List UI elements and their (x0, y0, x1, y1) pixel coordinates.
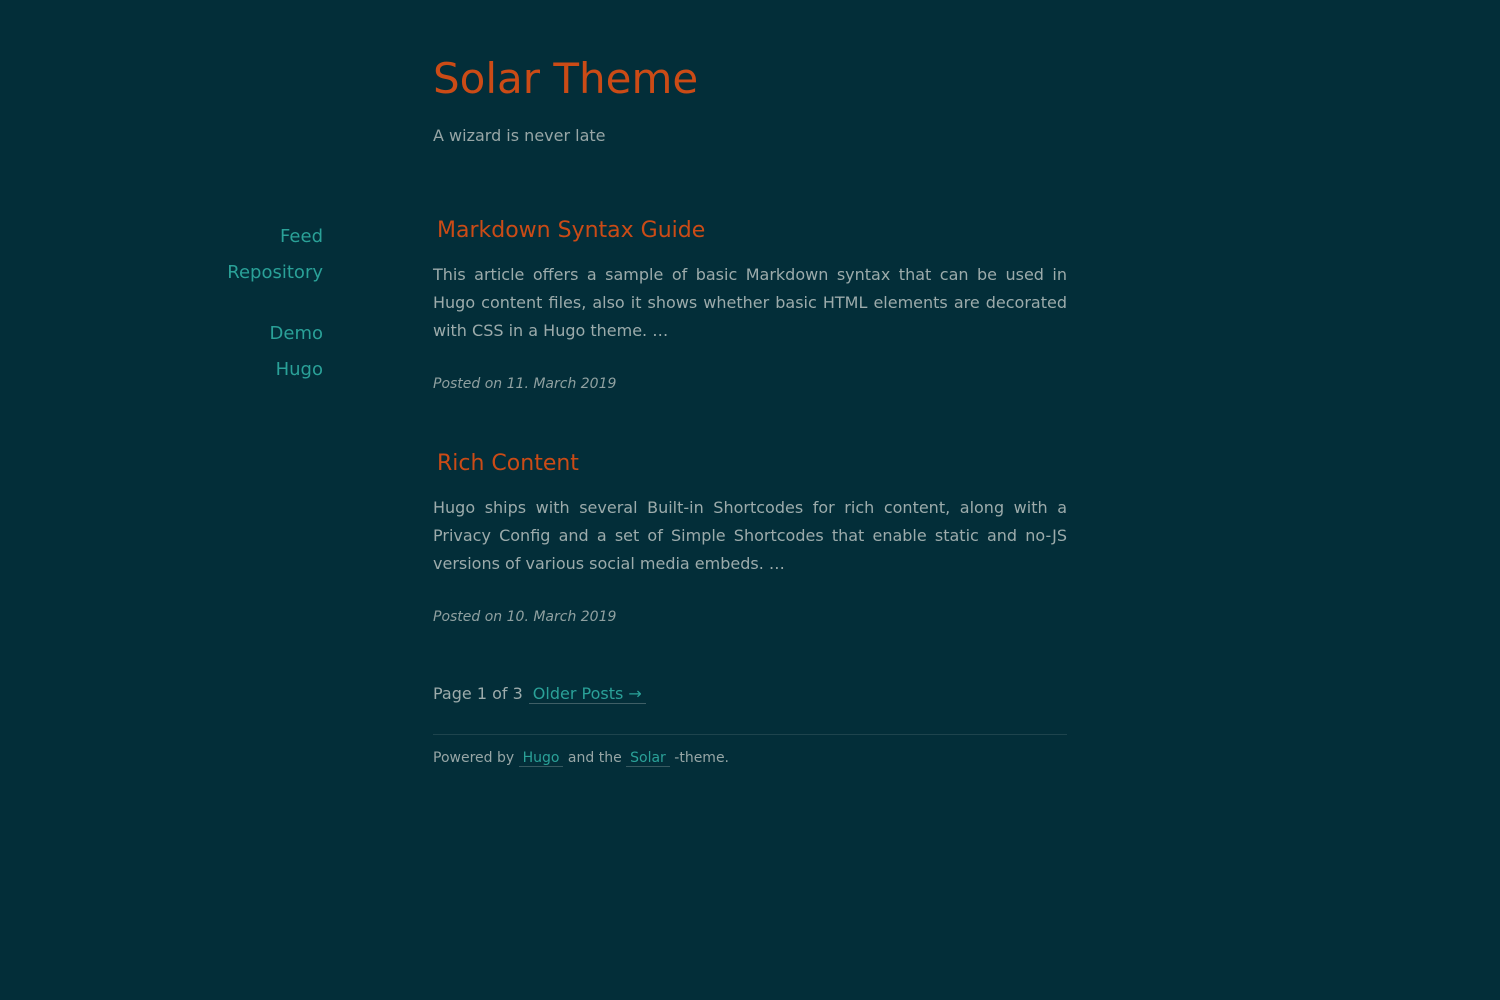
nav-item (0, 219, 327, 255)
page-indicator: Page 1 of 3 (433, 684, 523, 703)
post-title (433, 216, 1067, 246)
post-title-link-markdown-syntax-guide[interactable]: Markdown Syntax Guide (437, 218, 706, 243)
footer-powered-by-text: Powered by (433, 750, 515, 766)
hugo-link[interactable]: Hugo (519, 750, 564, 767)
sidebar-item-hugo[interactable]: Hugo (275, 359, 323, 380)
post-summary-markdown-syntax-guide (433, 216, 1067, 394)
post-meta-date: Posted on 11. March 2019 (433, 376, 617, 392)
post-summary-rich-content (433, 449, 1067, 627)
post-summary-text: Hugo ships with several Built-in Shortcodes for rich content, along with a Privacy Config and a set of Simple Shortcodes that enable static and no-JS versions of various social media embeds. … (433, 498, 1067, 573)
post-summary-text: This article offers a sample of basic Markdown syntax that can be used in Hugo content files, also it shows whether basic HTML elements are decorated with CSS in a Hugo theme. … (433, 265, 1067, 340)
site-title (433, 54, 1500, 104)
site-footer (433, 748, 1067, 768)
older-posts-link[interactable]: Older Posts → (529, 684, 646, 704)
footer-divider (433, 734, 1067, 735)
nav-group-primary (0, 219, 327, 291)
nav-item (0, 255, 327, 291)
sidebar-item-feed[interactable]: Feed (280, 226, 323, 247)
footer-and-the-text: and the (567, 750, 622, 766)
sidebar-nav (0, 219, 327, 388)
post-title (433, 449, 1067, 479)
nav-item (0, 316, 327, 352)
pagination (433, 682, 1067, 706)
main-content (433, 146, 1067, 768)
post-title-link-rich-content[interactable]: Rich Content (437, 451, 579, 476)
site-subtitle: A wizard is never late (433, 126, 606, 145)
site-title-link[interactable]: Solar Theme (433, 54, 699, 103)
site-header (0, 0, 1500, 146)
nav-group-secondary (0, 316, 327, 388)
nav-item (0, 352, 327, 388)
footer-theme-suffix-text: -theme. (674, 750, 730, 766)
sidebar-item-repository[interactable]: Repository (227, 262, 323, 283)
sidebar-item-demo[interactable]: Demo (269, 323, 323, 344)
post-meta-date: Posted on 10. March 2019 (433, 609, 617, 625)
solar-link[interactable]: Solar (626, 750, 670, 767)
